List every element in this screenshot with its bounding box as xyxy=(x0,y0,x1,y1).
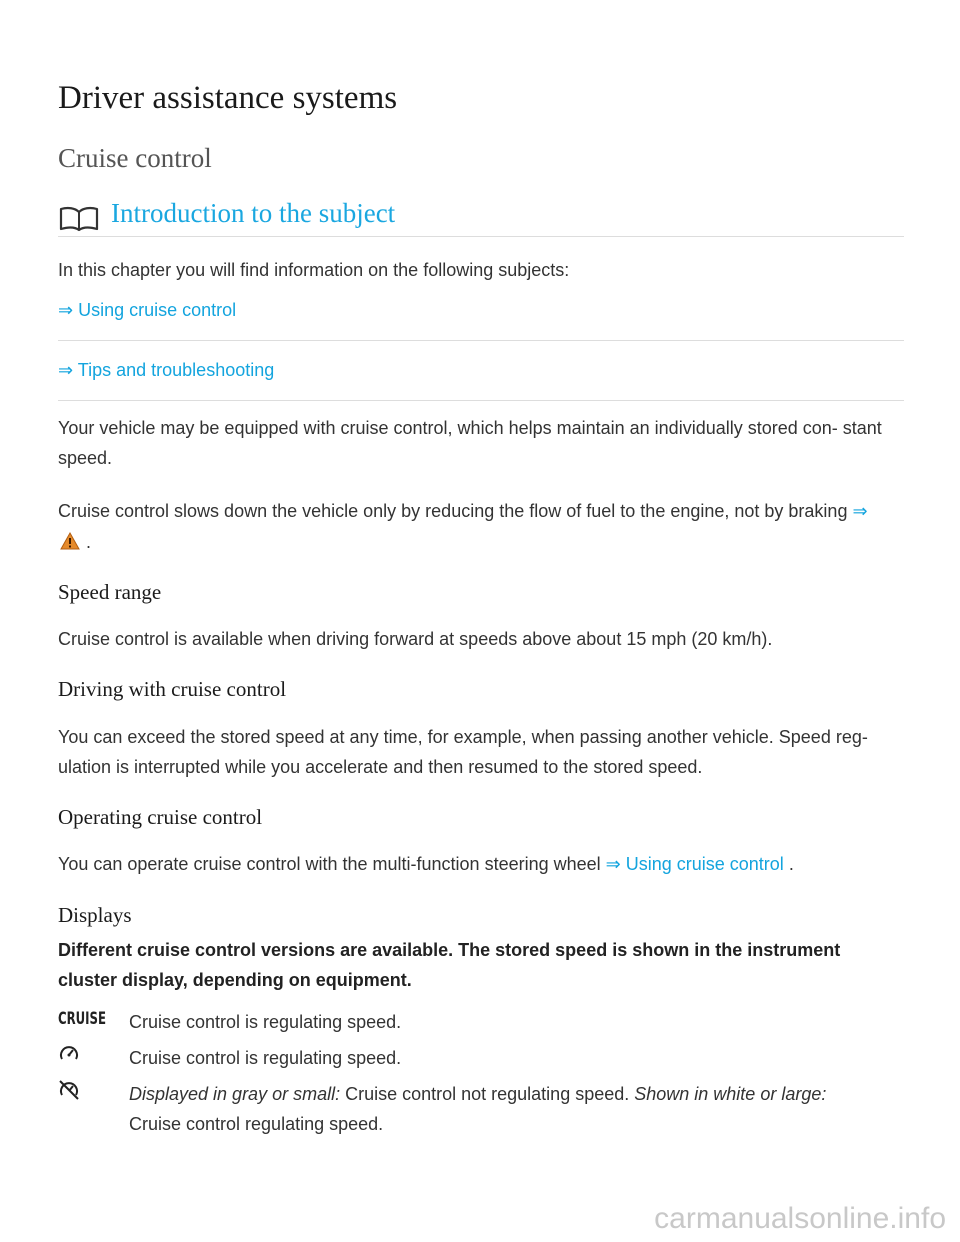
link-label: Using cruise control xyxy=(78,300,237,320)
operating-sentence: You can operate cruise control with the multi-function steering wheel xyxy=(58,854,601,874)
italic-note: Displayed in gray or small: xyxy=(129,1084,341,1104)
divider xyxy=(58,400,904,401)
cruise-text-icon xyxy=(58,1007,108,1032)
paragraph-text: Cruise control slows down the vehicle only by reducing the flow of fuel to the engine, not by braking xyxy=(58,501,848,521)
paragraph-braking xyxy=(58,496,904,526)
displays-intro: Different cruise control versions are available. The stored speed is shown in the instrument cluster display, depending on equipment. xyxy=(58,940,841,990)
intro-text: In this chapter you will find information on the following subjects: xyxy=(58,260,570,280)
speedometer-icon xyxy=(58,1043,80,1070)
divider xyxy=(58,340,904,341)
link-label: Tips and troubleshooting xyxy=(77,360,275,380)
driving-text: You can exceed the stored speed at any time, for example, when passing another vehicle. Speed reg- ulation is interrupted while you accelerate and then resumed to the stored speed. xyxy=(58,727,868,777)
warning-line xyxy=(58,532,904,554)
warning-icon[interactable] xyxy=(60,532,80,555)
page-title: Driver assistance systems xyxy=(58,80,398,116)
paragraph-equipment: Your vehicle may be equipped with cruise control, which helps maintain an individually stored con- stant speed. xyxy=(58,418,882,468)
svg-text:CRUISE: CRUISE xyxy=(58,1009,106,1029)
heading-displays: Displays xyxy=(58,903,132,927)
speedometer-crossed-icon xyxy=(58,1079,80,1106)
description-text: Cruise control not regulating speed. xyxy=(340,1084,635,1104)
intro-header xyxy=(58,198,904,237)
italic-note: Shown in white or large: xyxy=(634,1084,827,1104)
heading-driving: Driving with cruise control xyxy=(58,677,287,701)
warning-link-arrow[interactable]: ⇒ xyxy=(852,501,868,521)
heading-speed-range: Speed range xyxy=(58,580,162,604)
intro-heading: Introduction to the subject xyxy=(111,198,396,228)
link-using-cruise-control-inline[interactable]: ⇒ Using cruise control xyxy=(605,854,784,874)
speed-range-text: Cruise control is available when driving forward at speeds above about 15 mph (20 km/h). xyxy=(58,629,773,649)
arrow-icon: ⇒ xyxy=(58,360,74,380)
link-tips-troubleshooting[interactable] xyxy=(58,355,904,385)
period: . xyxy=(788,854,794,874)
heading-operating: Operating cruise control xyxy=(58,805,263,829)
operating-text xyxy=(58,849,904,879)
display-description: Cruise control is regulating speed. xyxy=(129,1012,402,1032)
arrow-icon: ⇒ xyxy=(58,300,74,320)
display-description xyxy=(129,1079,904,1139)
description-text: Cruise control regulating speed. xyxy=(129,1114,384,1134)
link-using-cruise-control[interactable] xyxy=(58,295,904,325)
display-description: Cruise control is regulating speed. xyxy=(129,1048,402,1068)
watermark: carmanualsonline.info xyxy=(654,1202,946,1235)
section-title: Cruise control xyxy=(58,143,212,173)
book-icon xyxy=(58,206,100,237)
period: . xyxy=(86,532,92,552)
